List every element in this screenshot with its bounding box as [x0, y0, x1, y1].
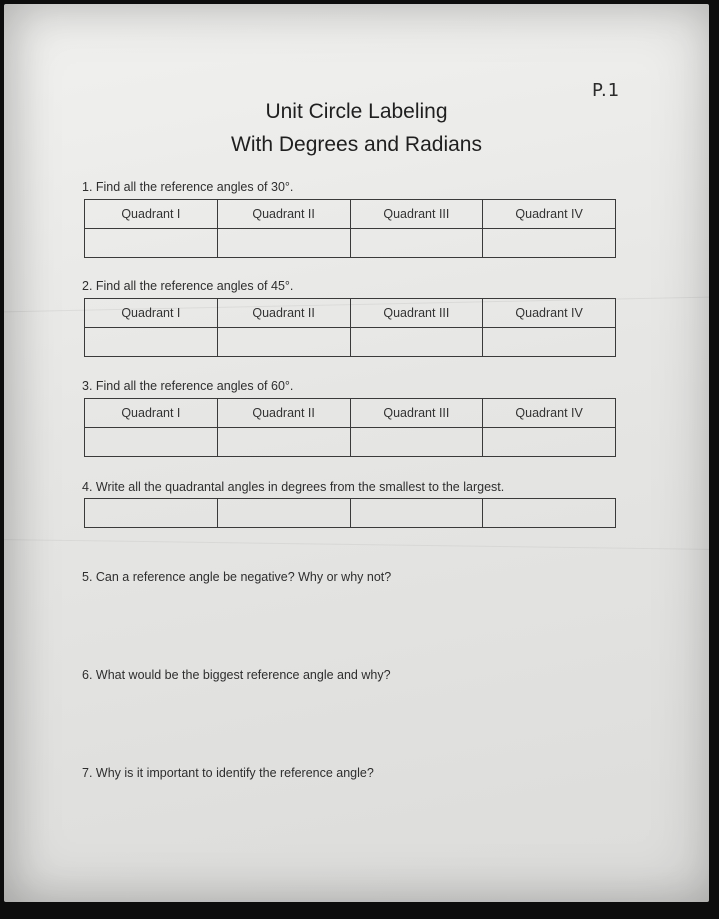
- worksheet-paper: [4, 4, 709, 902]
- answer-cell[interactable]: [350, 428, 483, 457]
- question-3-table: [84, 398, 616, 457]
- question-2: 2. Find all the reference angles of 45°.: [82, 279, 294, 293]
- question-4: 4. Write all the quadrantal angles in degrees from the smallest to the largest.: [82, 480, 505, 494]
- header-quadrant-3: Quadrant III: [350, 399, 483, 428]
- header-quadrant-2: Quadrant II: [217, 399, 350, 428]
- question-5: 5. Can a reference angle be negative? Why or why not?: [82, 570, 392, 584]
- header-quadrant-4: Quadrant IV: [483, 200, 616, 229]
- answer-cell[interactable]: [483, 229, 616, 258]
- question-2-table: [84, 298, 616, 357]
- answer-cell[interactable]: [217, 229, 350, 258]
- title-line-2: With Degrees and Radians: [231, 133, 482, 156]
- answer-cell[interactable]: [483, 328, 616, 357]
- answer-cell[interactable]: [85, 229, 218, 258]
- title-line-1: Unit Circle Labeling: [265, 100, 448, 123]
- question-3: 3. Find all the reference angles of 60°.: [82, 379, 294, 393]
- answer-cell[interactable]: [85, 428, 218, 457]
- answer-cell[interactable]: [350, 499, 483, 528]
- answer-cell[interactable]: [217, 328, 350, 357]
- header-quadrant-3: Quadrant III: [350, 299, 483, 328]
- answer-cell[interactable]: [483, 428, 616, 457]
- header-quadrant-2: Quadrant II: [217, 200, 350, 229]
- answer-cell[interactable]: [85, 328, 218, 357]
- answer-cell[interactable]: [217, 499, 350, 528]
- header-quadrant-1: Quadrant I: [85, 399, 218, 428]
- header-quadrant-4: Quadrant IV: [483, 399, 616, 428]
- header-quadrant-1: Quadrant I: [85, 299, 218, 328]
- header-quadrant-2: Quadrant II: [217, 299, 350, 328]
- question-1-table: [84, 199, 616, 258]
- answer-cell[interactable]: [217, 428, 350, 457]
- question-7: 7. Why is it important to identify the reference angle?: [82, 766, 374, 780]
- question-6: 6. What would be the biggest reference angle and why?: [82, 668, 391, 682]
- page-number: P.1: [592, 80, 621, 101]
- question-4-table: [84, 498, 616, 528]
- answer-cell[interactable]: [483, 499, 616, 528]
- question-1: 1. Find all the reference angles of 30°.: [82, 180, 294, 194]
- paper-crease: [4, 539, 709, 550]
- answer-cell[interactable]: [350, 328, 483, 357]
- header-quadrant-1: Quadrant I: [85, 200, 218, 229]
- header-quadrant-4: Quadrant IV: [483, 299, 616, 328]
- answer-cell[interactable]: [350, 229, 483, 258]
- answer-cell[interactable]: [85, 499, 218, 528]
- header-quadrant-3: Quadrant III: [350, 200, 483, 229]
